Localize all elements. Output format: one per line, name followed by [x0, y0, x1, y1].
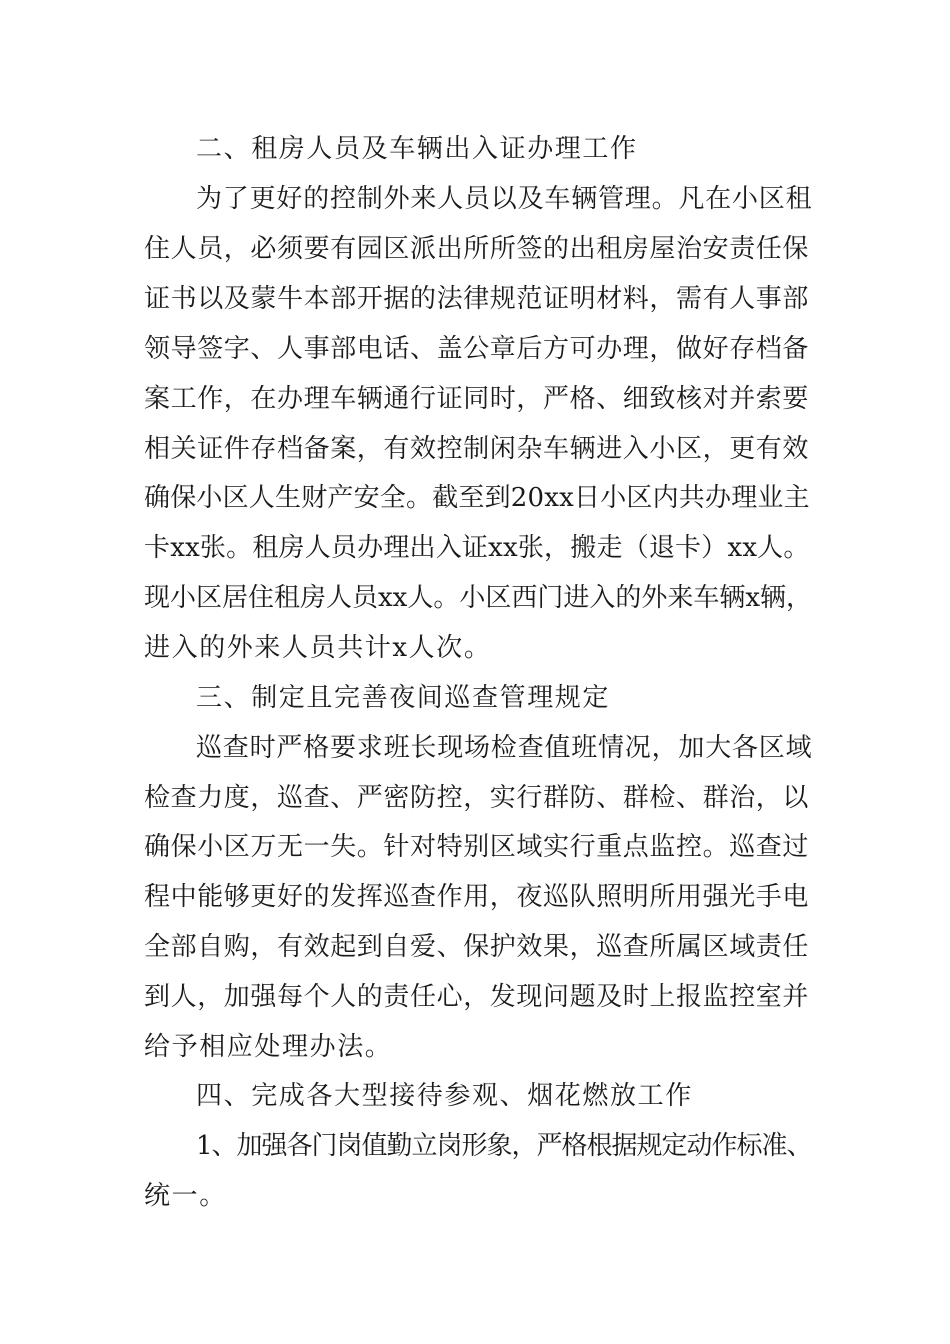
paragraph-line: 全部自购，有效起到自爱、保护效果，巡查所属区域责任 [144, 932, 810, 962]
paragraph-line: 相关证件存档备案，有效控制闲杂车辆进入小区，更有效 [144, 434, 810, 464]
paragraph-line: 证书以及蒙牛本部开据的法律规范证明材料，需有人事部 [144, 284, 810, 314]
paragraph-line: 到人，加强每个人的责任心，发现问题及时上报监控室并 [144, 982, 810, 1012]
section-heading-4: 四、完成各大型接待参观、烟花燃放工作 [196, 1081, 693, 1111]
paragraph-line: 为了更好的控制外来人员以及车辆管理。凡在小区租 [196, 184, 813, 214]
paragraph-line: 进入的外来人员共计x人次。 [144, 633, 492, 663]
paragraph-line: 住人员，必须要有园区派出所所签的出租房屋治安责任保 [144, 234, 810, 264]
paragraph-line: 确保小区人生财产安全。截至到20xx日小区内共办理业主 [144, 483, 810, 513]
paragraph-line: 1、加强各门岗值勤立岗形象，严格根据规定动作标准、 [196, 1131, 812, 1161]
paragraph-line: 卡xx张。租房人员办理出入证xx张，搬走（退卡）xx人。 [144, 533, 810, 563]
paragraph-line: 巡查时严格要求班长现场检查值班情况，加大各区域 [196, 733, 813, 763]
paragraph-line: 现小区居住租房人员xx人。小区西门进入的外来车辆x辆， [144, 583, 812, 613]
paragraph-line: 案工作，在办理车辆通行证同时，严格、细致核对并索要 [144, 384, 810, 414]
paragraph-line: 统一。 [144, 1181, 227, 1211]
section-heading-3: 三、制定且完善夜间巡查管理规定 [196, 683, 611, 713]
paragraph-line: 确保小区万无一失。针对特别区域实行重点监控。巡查过 [144, 832, 810, 862]
paragraph-line: 给予相应处理办法。 [144, 1032, 393, 1062]
section-heading-2: 二、租房人员及车辆出入证办理工作 [196, 134, 638, 164]
paragraph-line: 领导签字、人事部电话、盖公章后方可办理，做好存档备 [144, 334, 810, 364]
paragraph-line: 检查力度，巡查、严密防控，实行群防、群检、群治，以 [144, 783, 810, 813]
paragraph-line: 程中能够更好的发挥巡查作用，夜巡队照明所用强光手电 [144, 882, 810, 912]
